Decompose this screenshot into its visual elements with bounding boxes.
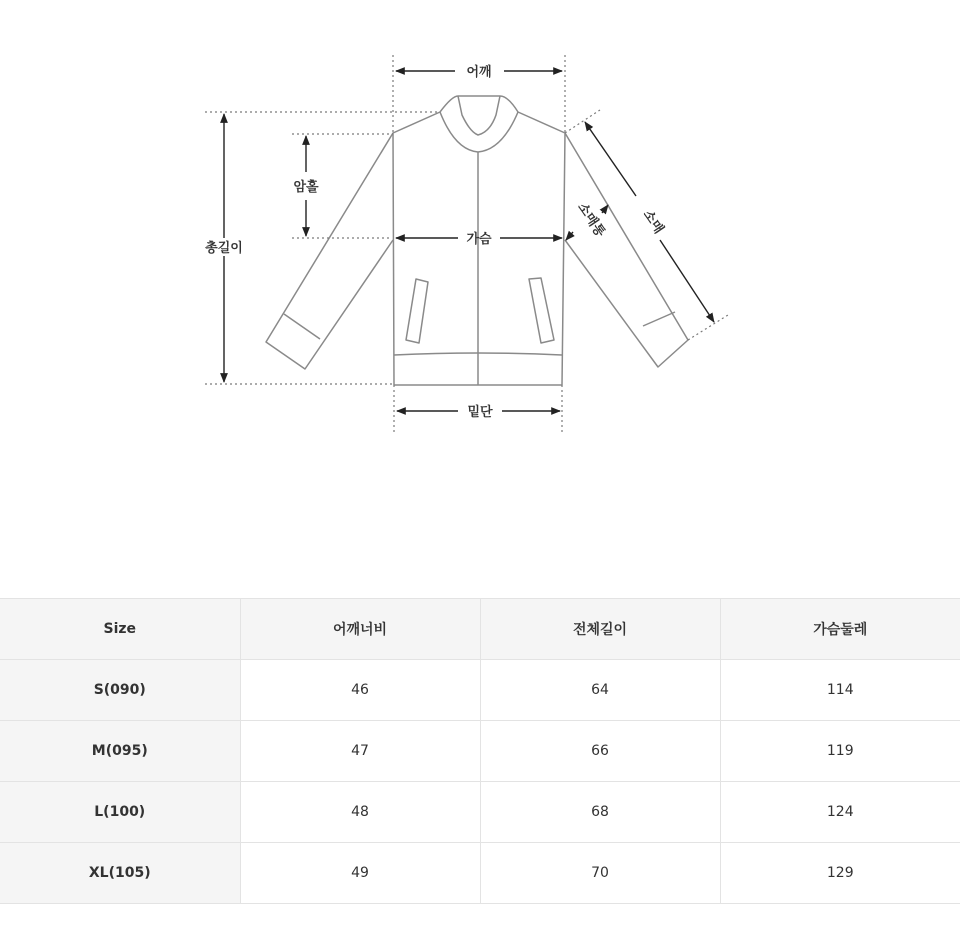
size-cell: XL(105) (0, 843, 240, 904)
chest-cell: 129 (720, 843, 960, 904)
sleeve-label: 소매 (639, 207, 667, 237)
size-cell: M(095) (0, 721, 240, 782)
hem-label: 밑단 (467, 405, 493, 420)
chest-cell: 114 (720, 660, 960, 721)
shoulder-label: 어깨 (466, 65, 492, 80)
sleeve-width-arrow-bottom (566, 232, 573, 240)
length-cell: 66 (480, 721, 720, 782)
size-cell: S(090) (0, 660, 240, 721)
chest-cell: 119 (720, 721, 960, 782)
sleeve-arrow-bottom (660, 240, 714, 322)
shoulder-cell: 48 (240, 782, 480, 843)
size-table (0, 598, 960, 904)
size-table-header-row (0, 599, 960, 660)
shoulder-cell: 49 (240, 843, 480, 904)
sleeve-width-label: 소매통 (574, 200, 608, 240)
length-cell: 64 (480, 660, 720, 721)
sleeve-arrow-top (585, 122, 636, 196)
header-shoulder-width: 어깨너비 (240, 599, 480, 660)
header-size: Size (0, 599, 240, 660)
header-chest: 가슴둘레 (720, 599, 960, 660)
table-row (0, 660, 960, 721)
header-total-length: 전체길이 (480, 599, 720, 660)
table-row (0, 721, 960, 782)
length-cell: 68 (480, 782, 720, 843)
armhole-label: 암홀 (293, 180, 319, 195)
table-row (0, 782, 960, 843)
shoulder-cell: 46 (240, 660, 480, 721)
chest-label: 가슴 (466, 232, 492, 247)
sleeve-width-arrow-top (602, 205, 608, 213)
size-cell: L(100) (0, 782, 240, 843)
length-cell: 70 (480, 843, 720, 904)
shoulder-cell: 47 (240, 721, 480, 782)
jacket-measurement-diagram (0, 0, 960, 470)
chest-cell: 124 (720, 782, 960, 843)
total-length-label: 총길이 (205, 241, 243, 256)
table-row (0, 843, 960, 904)
